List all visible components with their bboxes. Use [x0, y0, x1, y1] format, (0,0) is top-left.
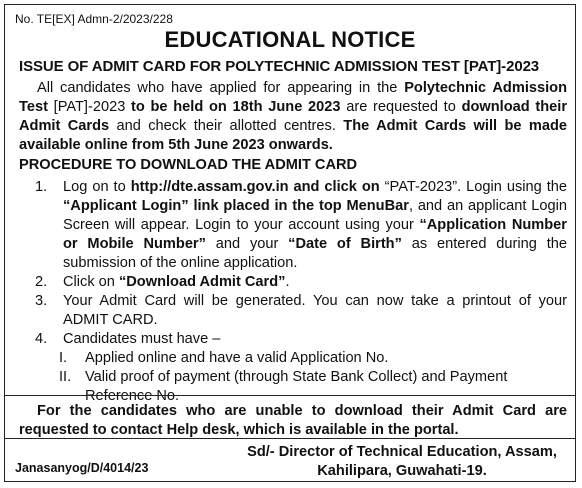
intro-text: and check their allotted centres. — [109, 118, 344, 134]
helpdesk-note: For the candidates who are unable to download their Admit Card are requested to contact Help desk, which is available in the portal. — [19, 403, 567, 438]
reference-number: No. TE[EX] Admn-2/2023/228 — [15, 12, 173, 26]
step-text: Log on to — [63, 179, 131, 195]
step-text: Your Admit Card will be generated. You can now take a printout of your ADMIT CARD. — [63, 293, 567, 328]
intro-text: [PAT]-2023 — [47, 99, 132, 115]
signature-line-1: Sd/- Director of Technical Education, Assam, — [247, 444, 557, 460]
step-number: 3. — [35, 293, 48, 309]
footer-divider — [5, 395, 575, 396]
procedure-heading: PROCEDURE TO DOWNLOAD THE ADMIT CARD — [19, 157, 358, 173]
step-bold-text: “Date of Birth” — [288, 236, 402, 252]
notice-title: EDUCATIONAL NOTICE — [164, 27, 416, 52]
notice-advertisement — [4, 4, 576, 482]
step-text: Candidates must have – — [63, 331, 221, 347]
intro-text: are requested to — [340, 99, 462, 115]
procedure-step-1 — [19, 178, 567, 273]
requirement-item — [19, 368, 567, 406]
intro-bold-text: Polytechnic Admission Test — [19, 80, 567, 115]
procedure-step-4 — [19, 330, 567, 349]
requirement-number: II. — [59, 369, 72, 385]
step-link-text: http://dte.assam.gov.in and click on — [130, 179, 380, 195]
requirement-text: Applied online and have a valid Application No. — [85, 350, 389, 366]
step-number: 4. — [35, 331, 48, 347]
step-text: as entered during the submission of the online application. — [63, 236, 567, 271]
requirement-number: I. — [59, 350, 68, 366]
step-bold-text: “Applicant Login” link placed in the top MenuBar — [63, 198, 409, 214]
step-bold-text: “Download Admit Card” — [118, 274, 286, 290]
intro-bold-text: to be held on 18th June 2023 — [131, 99, 341, 115]
notice-subtitle: ISSUE OF ADMIT CARD FOR POLYTECHNIC ADMISSION TEST [PAT]-2023 — [19, 58, 540, 75]
step-text: Click on — [63, 274, 119, 290]
step-number: 2. — [35, 274, 48, 290]
requirement-text: Valid proof of payment (through State Bank Collect) and Payment Reference No. — [85, 369, 508, 404]
step-bold-text: “Application Number or Mobile Number” — [63, 217, 567, 252]
intro-bold-text: download their Admit Cards — [19, 99, 567, 134]
step-text: . — [285, 274, 290, 290]
signature-block — [237, 443, 567, 481]
procedure-step-3 — [19, 292, 567, 330]
intro-paragraph — [19, 79, 567, 155]
procedure-step-2 — [19, 273, 567, 292]
intro-bold-text: The Admit Cards will be made available online from 5th June 2023 onwards. — [19, 118, 568, 153]
step-text: , and an applicant Login Screen will appear. Login to your account using your — [63, 198, 568, 233]
signature-divider — [5, 438, 575, 439]
step-text: “PAT-2023”. Login using the — [379, 179, 567, 195]
step-number: 1. — [35, 179, 48, 195]
signature-line-2: Kahilipara, Guwahati-19. — [317, 463, 487, 479]
procedure-steps-list — [19, 178, 567, 406]
requirement-item — [19, 349, 567, 368]
janasanyog-code: Janasanyog/D/4014/23 — [15, 461, 149, 475]
step-text: and your — [205, 236, 289, 252]
intro-text: All candidates who have applied for appearing in the — [37, 80, 405, 96]
